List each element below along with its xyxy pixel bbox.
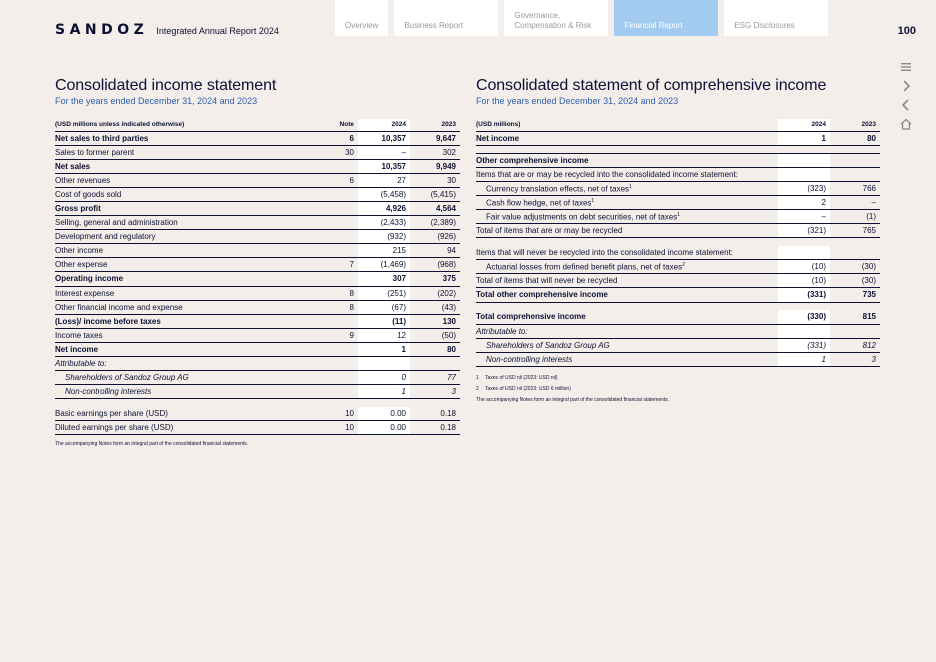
row-label-text: Other comprehensive income [476,155,589,165]
row-label: Net sales [55,159,328,173]
table-row [55,328,460,342]
year-2023-header: 2023 [410,119,460,131]
value-2024: 10,357 [358,131,410,145]
value-2023: (43) [410,300,460,314]
value-2024 [778,246,830,260]
value-2023: (30) [830,260,880,274]
value-2023: 9,647 [410,131,460,145]
table-row [55,145,460,159]
year-2023-header: 2023 [830,119,880,131]
value-2024: 4,926 [358,201,410,215]
top-navigation [335,0,834,36]
row-note: 6 [328,173,358,187]
table-row [476,302,880,310]
value-2023: 0.18 [410,407,460,421]
footnote-1: 1 Taxes of USD nil (2023: USD nil) [476,374,558,381]
row-label [55,399,328,407]
table-row [55,385,460,399]
row-label: Basic earnings per share (USD) [55,407,328,421]
value-2024: (5,458) [358,187,410,201]
income-statement-title: Consolidated income statement [55,77,277,94]
menu-icon[interactable] [899,60,913,74]
table-row [55,357,460,371]
row-label: Shareholders of Sandoz Group AG [55,371,328,385]
row-label [476,145,778,153]
row-note [328,216,358,230]
row-label: Selling, general and administration [55,216,328,230]
value-2023: 766 [830,181,880,195]
row-label: Income taxes [55,328,328,342]
value-2024: (321) [778,224,830,238]
row-label: Cost of goods sold [55,187,328,201]
value-2024: 1 [358,342,410,356]
table-row [476,167,880,181]
tab-overview[interactable]: Overview [335,0,388,36]
row-label: Interest expense [55,286,328,300]
value-2024 [778,145,830,153]
row-label: Attributable to: [55,357,328,371]
value-2023: 77 [410,371,460,385]
row-note: 8 [328,286,358,300]
table-row [476,324,880,338]
footnote-list [476,375,880,392]
value-2023: 4,564 [410,201,460,215]
row-label-text: Total of items that will never be recycled [476,276,618,286]
row-label: Sales to former parent [55,145,328,159]
row-label: Diluted earnings per share (USD) [55,421,328,435]
row-label: Other revenues [55,173,328,187]
table-row [476,145,880,153]
footnote-marker: 1 [629,183,632,190]
row-label [476,274,778,288]
value-2023: 735 [830,288,880,302]
value-2024 [358,399,410,407]
row-note: 7 [328,258,358,272]
table-row [55,201,460,215]
row-label [476,338,778,352]
row-note [328,342,358,356]
table-row [476,274,880,288]
value-2024: 1 [778,352,830,366]
table-row [55,159,460,173]
units-header: (USD millions unless indicated otherwise) [55,119,328,131]
footnote-marker: 2 [682,261,685,268]
value-2024: (10) [778,260,830,274]
value-2023: 0.18 [410,421,460,435]
value-2024: 27 [358,173,410,187]
row-note: 30 [328,145,358,159]
value-2023: 812 [830,338,880,352]
table-row [476,153,880,167]
table-row [476,181,880,195]
income-statement-table [55,119,460,435]
value-2023: 765 [830,224,880,238]
value-2023: (202) [410,286,460,300]
value-2023: 9,949 [410,159,460,173]
row-label-text: Attributable to: [476,326,528,336]
value-2024: (67) [358,300,410,314]
table-row [55,421,460,435]
value-2023: (1) [830,209,880,223]
value-2023: 3 [410,385,460,399]
value-2023: 815 [830,310,880,324]
units-header: (USD millions) [476,119,778,131]
value-2023: – [830,195,880,209]
income-statement-footnote: The accompanying Notes form an integral part of the consolidated financial statements. [55,441,249,448]
chevron-right-icon[interactable] [899,79,913,93]
row-note [328,244,358,258]
value-2024 [358,357,410,371]
table-row [476,224,880,238]
value-2023: (2,389) [410,216,460,230]
row-note [328,357,358,371]
row-label-text: Total other comprehensive income [476,290,608,300]
row-note: 10 [328,421,358,435]
row-note [328,314,358,328]
note-header: Note [328,119,358,131]
value-2023: 130 [410,314,460,328]
table-row [55,314,460,328]
chevron-left-icon[interactable] [899,98,913,112]
table-row [55,244,460,258]
side-toolbar [899,60,913,136]
tab-business-report[interactable]: Business Report [394,0,498,36]
value-2024: 10,357 [358,159,410,173]
table-row [476,352,880,366]
value-2023: 30 [410,173,460,187]
income-statement-subtitle: For the years ended December 31, 2024 and 2023 [55,96,258,106]
footnote-2: 2 Taxes of USD nil (2023: USD 6 million) [476,385,571,392]
year-2024-header: 2024 [358,119,410,131]
row-label-text: Non-controlling interests [486,354,573,364]
row-label: Development and regulatory [55,230,328,244]
value-2024: 0.00 [358,407,410,421]
value-2024: (331) [778,288,830,302]
table-row [476,260,880,274]
value-2024: (2,433) [358,216,410,230]
table-row [55,216,460,230]
row-label [476,131,778,145]
table-row [55,407,460,421]
table-row [55,286,460,300]
value-2024: 0 [358,371,410,385]
row-label-text: Items that are or may be recycled into the consolidated income statement: [476,169,738,179]
row-label [476,324,778,338]
footnote-marker: 1 [677,211,680,218]
value-2024: (10) [778,274,830,288]
home-icon[interactable] [899,117,913,131]
tab-esg-disclosures[interactable]: ESG Disclosures [724,0,828,36]
row-label [476,195,778,209]
row-label [476,209,778,223]
table-row [476,195,880,209]
value-2024 [778,238,830,246]
table-row [476,238,880,246]
row-label-text: Actuarial losses from defined benefit plans, net of taxes [486,262,683,272]
value-2023 [830,167,880,181]
comprehensive-income-subtitle: For the years ended December 31, 2024 and 2023 [476,96,679,106]
value-2024: – [358,145,410,159]
tab-governance[interactable]: Governance, Compensation & Risk [504,0,608,36]
row-label-text: Total comprehensive income [476,312,586,322]
value-2023: 375 [410,272,460,286]
value-2024: 307 [358,272,410,286]
row-label [476,238,778,246]
row-label-text: Currency translation effects, net of taxes [486,184,630,194]
value-2024 [778,167,830,181]
footnote-marker: 1 [591,197,595,204]
value-2024 [778,153,830,167]
value-2024: 12 [358,328,410,342]
row-note [328,385,358,399]
page-number: 100 [897,25,916,37]
value-2024 [778,302,830,310]
row-label [476,310,778,324]
row-note [328,399,358,407]
value-2023 [830,246,880,260]
row-label-text: Net income [476,133,520,143]
row-note: 8 [328,300,358,314]
value-2024: 215 [358,244,410,258]
row-label [476,167,778,181]
tab-financial-report[interactable]: Financial Report [614,0,718,36]
row-label [476,224,778,238]
row-label: (Loss)/ income before taxes [55,314,328,328]
table-row [476,246,880,260]
row-note: 9 [328,328,358,342]
sandoz-logo[interactable]: SANDOZ [55,22,149,38]
row-note [328,187,358,201]
value-2023 [410,399,460,407]
table-row [476,288,880,302]
row-label [476,288,778,302]
row-label-text: Total of items that are or may be recycled [476,226,623,236]
row-note: 6 [328,131,358,145]
row-label [476,246,778,260]
row-note: 10 [328,407,358,421]
value-2023 [410,357,460,371]
value-2024: (331) [778,338,830,352]
table-row [55,272,460,286]
row-label [476,352,778,366]
value-2024: (11) [358,314,410,328]
row-label: Other expense [55,258,328,272]
value-2024: (323) [778,181,830,195]
row-label [476,153,778,167]
row-label [476,260,778,274]
row-label: Other income [55,244,328,258]
row-label [476,181,778,195]
table-row [55,342,460,356]
value-2023 [830,145,880,153]
row-note [328,159,358,173]
value-2023: (968) [410,258,460,272]
table-row [55,399,460,407]
value-2024: 1 [358,385,410,399]
table-row [476,310,880,324]
table-header [476,119,880,131]
value-2023 [830,153,880,167]
value-2024: (330) [778,310,830,324]
value-2024: (251) [358,286,410,300]
comprehensive-income-footnote: The accompanying Notes form an integral part of the consolidated financial statements. [476,396,670,403]
row-label: Net sales to third parties [55,131,328,145]
table-row [55,187,460,201]
value-2024: – [778,209,830,223]
row-note [328,201,358,215]
value-2023 [830,238,880,246]
table-row [55,371,460,385]
value-2023: 80 [410,342,460,356]
row-note [328,230,358,244]
row-note [328,371,358,385]
year-2024-header: 2024 [778,119,830,131]
table-row [55,230,460,244]
row-label [476,302,778,310]
value-2024: 1 [778,131,830,145]
table-row [55,173,460,187]
row-label: Net income [55,342,328,356]
row-label: Non-controlling interests [55,385,328,399]
row-label: Operating income [55,272,328,286]
table-header [55,119,460,131]
row-label: Gross profit [55,201,328,215]
value-2024: (1,469) [358,258,410,272]
value-2023 [830,324,880,338]
comprehensive-income-title: Consolidated statement of comprehensive income [476,77,827,94]
value-2023: 3 [830,352,880,366]
income-statement-section [55,77,460,447]
value-2023: (30) [830,274,880,288]
comprehensive-income-section [476,77,880,403]
table-row [55,131,460,145]
row-label-text: Fair value adjustments on debt securities, net of taxes [486,212,678,222]
row-label-text: Cash flow hedge, net of taxes [486,198,592,208]
brand [55,22,279,38]
value-2024: 0.00 [358,421,410,435]
table-row [476,338,880,352]
row-note [328,272,358,286]
table-row [55,258,460,272]
table-row [476,131,880,145]
value-2023: 80 [830,131,880,145]
report-title: Integrated Annual Report 2024 [156,26,279,36]
value-2023: 302 [410,145,460,159]
value-2023: (926) [410,230,460,244]
value-2023: 94 [410,244,460,258]
value-2023: (5,415) [410,187,460,201]
row-label-text: Shareholders of Sandoz Group AG [486,340,610,350]
comprehensive-income-table [476,119,880,367]
value-2023: (50) [410,328,460,342]
value-2024: (932) [358,230,410,244]
value-2024 [778,324,830,338]
row-label-text: Items that will never be recycled into the consolidated income statement: [476,247,734,257]
table-row [476,209,880,223]
row-label: Other financial income and expense [55,300,328,314]
value-2023 [830,302,880,310]
table-row [55,300,460,314]
value-2024: 2 [778,195,830,209]
